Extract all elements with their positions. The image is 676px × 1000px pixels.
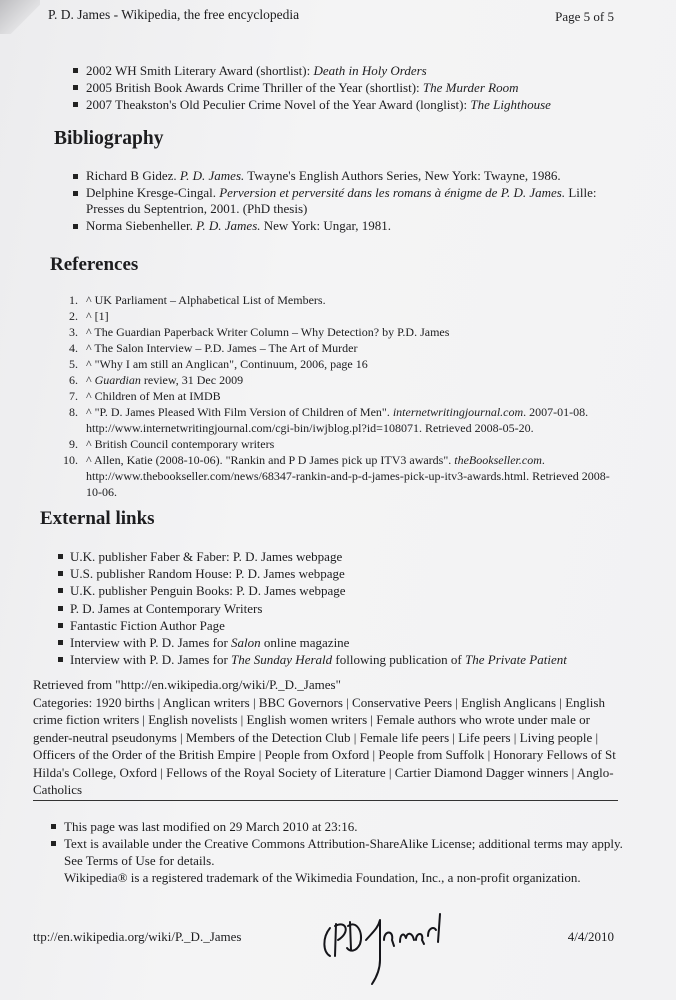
list-item: 2007 Theakston's Old Peculier Crime Novel of the Year Award (longlist): The Lighthouse — [86, 96, 626, 113]
list-item: Norma Siebenheller. P. D. James. New York: Ungar, 1981. — [86, 218, 626, 235]
footer-date: 4/4/2010 — [567, 929, 614, 944]
list-item: 2005 British Book Awards Crime Thriller of the Year (shortlist): The Murder Room — [86, 79, 626, 96]
reference-item: 8. ^ "P. D. James Pleased With Film Version of Children of Men". internetwritingjournal.com. 2007-01-08. http://www.internetwritingjournal.com/cgi-bin/iwjblog.pl?id=108071. Retrieved 2008-05-20. — [69, 405, 589, 435]
page-meta — [33, 676, 618, 801]
page-header-title: P. D. James - Wikipedia, the free encyclopedia — [48, 7, 300, 22]
list-item: Delphine Kresge-Cingal. Perversion et perversité dans les romans à énigme de P. D. James. Lille: Presses du Septentrion, 2001. (PhD thesis) — [86, 185, 626, 218]
reference-item: 9. ^ British Council contemporary writers — [69, 437, 275, 451]
reference-item: 5. ^ "Why I am still an Anglican", Continuum, 2006, page 16 — [69, 357, 368, 371]
references-heading: References — [50, 254, 139, 275]
reference-item: 3. ^ The Guardian Paperback Writer Column – Why Detection? by P.D. James — [69, 325, 450, 339]
list-item: Fantastic Fiction Author Page — [70, 617, 630, 634]
list-item: Interview with P. D. James for The Sunday Herald following publication of The Private Patient — [70, 651, 630, 668]
list-item: U.S. publisher Random House: P. D. James webpage — [70, 565, 630, 582]
reference-item: 10. ^ Allen, Katie (2008-10-06). "Rankin and P D James pick up ITV3 awards". theBookseller.com. http://www.thebookseller.com/news/68347-rankin-and-p-d-james-pick-up-itv3-awards.html. Retrieved 2008-10-06. — [63, 453, 610, 499]
list-item: U.K. publisher Faber & Faber: P. D. James webpage — [70, 548, 630, 565]
signature — [320, 912, 450, 992]
reference-item: 7. ^ Children of Men at IMDB — [69, 389, 221, 403]
list-item: Interview with P. D. James for Salon online magazine — [70, 634, 630, 651]
list-item: Richard B Gidez. P. D. James. Twayne's English Authors Series, New York: Twayne, 1986. — [86, 168, 626, 185]
list-item: This page was last modified on 29 March 2010 at 23:16. — [64, 818, 624, 835]
external-links-heading: External links — [40, 508, 155, 529]
categories: Categories: 1920 births | Anglican writers | BBC Governors | Conservative Peers | English Anglicans | English crime fiction writers | English novelists | English women writers | Female authors who wrote under male or gender-neutral pseudonyms | Members of the Detection Club | Female life peers | Life peers | Living people | Officers of the Order of the British Empire | People from Oxford | People from Suffolk | Honorary Fellows of St Hilda's College, Oxford | Fellows of the Royal Society of Literature | Cartier Diamond Dagger winners | Anglo-Catholics — [33, 694, 618, 801]
bibliography-heading: Bibliography — [54, 128, 164, 149]
page-number: Page 5 of 5 — [555, 9, 614, 24]
awards-list — [86, 62, 626, 113]
reference-item: 4. ^ The Salon Interview – P.D. James – The Art of Murder — [69, 341, 358, 355]
footer-list — [64, 818, 624, 886]
list-item: P. D. James at Contemporary Writers — [70, 600, 630, 617]
list-item: U.K. publisher Penguin Books: P. D. James webpage — [70, 582, 630, 599]
external-links-list — [70, 548, 630, 668]
list-item: 2002 WH Smith Literary Award (shortlist): Death in Holy Orders — [86, 62, 626, 79]
footer-url: ttp://en.wikipedia.org/wiki/P._D._James — [33, 929, 242, 944]
reference-item: 1. ^ UK Parliament – Alphabetical List of Members. — [69, 293, 326, 307]
bibliography-list — [86, 168, 626, 234]
references-list — [50, 292, 620, 500]
reference-item: 6. ^ Guardian review, 31 Dec 2009 — [69, 373, 244, 387]
reference-item: 2. ^ [1] — [69, 309, 109, 323]
folded-corner — [0, 0, 40, 34]
footer-trademark: Wikipedia® is a registered trademark of the Wikimedia Foundation, Inc., a non-profit organization. — [64, 870, 581, 885]
list-item: Text is available under the Creative Commons Attribution-ShareAlike License; additional terms may apply. See Terms of Use for details. — [64, 836, 623, 868]
retrieved-from: Retrieved from "http://en.wikipedia.org/wiki/P._D._James" — [33, 677, 341, 692]
